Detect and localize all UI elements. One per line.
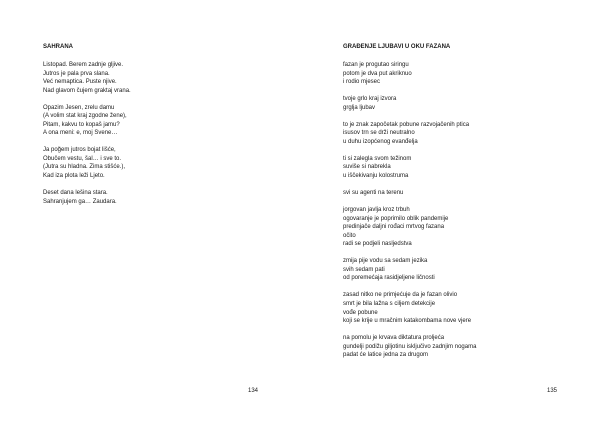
stanza <box>343 121 476 147</box>
poem-line: Sahranjujem ga… Zaudara. <box>43 198 117 205</box>
stanza <box>343 257 476 283</box>
poem-line: padat će latice jedna za drugom <box>343 352 429 359</box>
stanza <box>43 61 131 95</box>
stanza <box>343 189 476 198</box>
right-page <box>300 0 600 423</box>
poem-line: jorgovan javlja kroz trbuh <box>343 207 410 214</box>
poem-line: Listopad. Berem zadnje gljive. <box>43 62 124 68</box>
page-number: 134 <box>248 388 259 394</box>
poem-line: od poremećaja rasidjeljene ličnosti <box>343 275 435 282</box>
stanza <box>343 334 476 360</box>
poem-line: (A volim stat kraj zgodne žene), <box>43 113 127 120</box>
poem-line: i rodio mjesec <box>343 79 381 86</box>
poem-line: potom je dva put akriknuo <box>343 70 412 77</box>
page-number: 135 <box>547 388 558 394</box>
poem-sahrana <box>43 43 131 215</box>
stanza <box>343 206 476 249</box>
poem-line: očito <box>343 232 356 239</box>
poem-line: Ja poğem jutros bojat lišće, <box>43 147 116 154</box>
poem-line: svih sedam pati <box>343 266 385 273</box>
stanza <box>343 95 476 112</box>
poem-line: na pomolu je krvava diktatura proljeća <box>343 335 445 342</box>
stanza <box>43 104 131 138</box>
poem-line: radi se podjeli nasljedstva <box>343 241 412 248</box>
stanza <box>343 291 476 325</box>
poem-line: smrt je bila lažna s ciljem detekcije <box>343 300 436 307</box>
stanza <box>43 146 131 180</box>
stanza <box>43 189 131 206</box>
poem-line: Nad glavom čujem graktaj vrana. <box>43 87 131 94</box>
poem-line: u iščekivanju kolostruma <box>343 172 409 179</box>
stanza <box>343 155 476 181</box>
poem-line: A ona meni: e, moj Svene… <box>43 130 118 137</box>
poem-line: koji se krije u mračnim katakombama nove vjere <box>343 318 472 325</box>
poem-line: vođe pobune <box>343 309 378 316</box>
poem-line: tvoje grlo kraj izvora <box>343 96 397 103</box>
poem-line: to je znak započetak pobune razvojačenih ptica <box>343 121 470 128</box>
poem-line: zmija pije vodu sa sedam jezika <box>343 258 428 265</box>
poem-line: svi su agenti na terenu <box>343 190 404 197</box>
poem-line: fazan je progutao siringu <box>343 62 409 68</box>
poem-line: Deset dana lešina stara. <box>43 190 108 197</box>
stanza <box>343 61 476 87</box>
poem-line: ogovaranje je poprimilo oblik pandemije <box>343 215 449 222</box>
poem-line: Već nemaptica. Puste njive. <box>43 79 117 86</box>
poem-line: grglja ljubav <box>343 104 376 111</box>
poem-line: zasad nitko ne primjećuje da je fazan olivio <box>343 292 458 299</box>
poem-line: u duhu izopćenog evanđelja <box>343 138 418 145</box>
poem-line: Opazim Jesen, zrelu damu <box>43 104 115 111</box>
poem-title: GRAĐENJE LJUBAVI U OKU FAZANA <box>343 44 451 50</box>
poem-line: Obučem vestu, šal… i sve to. <box>43 155 122 162</box>
poem-line: (Jutra su hladna. Zima stišće.), <box>43 164 126 171</box>
poem-line: ti si zalegla svom težinom <box>343 155 412 162</box>
poem-line: predinjače daljni rođaci mrtvog fazana <box>343 224 445 231</box>
poem-line: Pitam, kakvu to kopaš jamu? <box>43 121 120 128</box>
poem-line: gundelji podižu giljotinu isključivo zadnjim nogama <box>343 343 477 350</box>
poem-line: Kad iza plota leži Ljeto. <box>43 173 105 180</box>
poem-line: Jutros je pala prva slana. <box>43 70 110 77</box>
poem-line: suviše si nabrekla <box>343 164 391 171</box>
poem-line: isusov trn se drži neutralno <box>343 130 415 137</box>
poem-gradjenje-ljubavi <box>343 43 476 368</box>
poem-title: SAHRANA <box>43 44 73 50</box>
